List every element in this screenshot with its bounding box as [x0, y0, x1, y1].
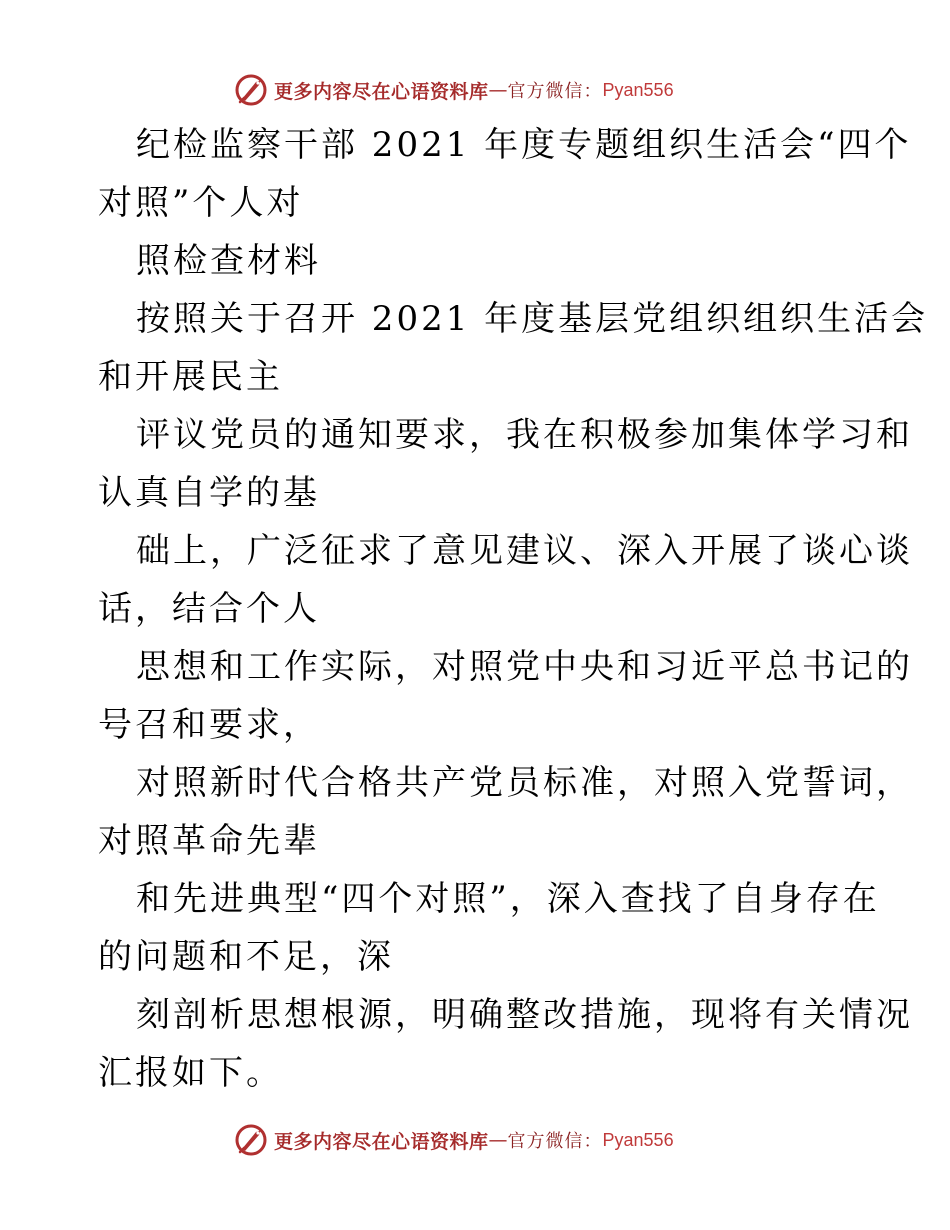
banner-separator: — [488, 79, 508, 101]
paragraph-line: 和先进典型“四个对照”，深入查找了自身存在 [136, 879, 880, 919]
paragraph-line: 思想和工作实际，对照党中央和习近平总书记的 [136, 647, 913, 687]
paragraph-line: 对照新时代合格共产党员标准，对照入党誓词， [136, 763, 913, 803]
paragraph-line: 号召和要求， [98, 705, 320, 745]
quill-pen-logo-icon [234, 1123, 268, 1157]
banner-wechat-id: Pyan556 [602, 1129, 674, 1150]
banner-separator: — [488, 1129, 508, 1151]
paragraph-line: 评议党员的通知要求，我在积极参加集体学习和 [136, 415, 913, 455]
paragraph-line: 按照关于召开 2021 年度基层党组织组织生活会 [136, 299, 929, 339]
paragraph-line: 础上，广泛征求了意见建议、深入开展了谈心谈 [136, 531, 913, 571]
banner-wechat-label: 官方微信： [507, 1131, 603, 1152]
title-line-2: 对照”个人对 [98, 183, 304, 223]
title-line-3: 照检查材料 [136, 241, 321, 281]
banner-title: 更多内容尽在心语资料库 [274, 1130, 489, 1153]
paragraph-line: 认真自学的基 [98, 473, 320, 513]
banner-title: 更多内容尽在心语资料库 [274, 80, 489, 103]
paragraph-line: 话，结合个人 [98, 589, 320, 629]
paragraph-line: 和开展民主 [98, 357, 283, 397]
banner-wechat-id: Pyan556 [602, 79, 674, 100]
title-line-1: 纪检监察干部 2021 年度专题组织生活会“四个 [136, 125, 912, 165]
paragraph-line: 对照革命先辈 [98, 821, 320, 861]
quill-pen-logo-icon [234, 73, 268, 107]
paragraph-line: 刻剖析思想根源，明确整改措施，现将有关情况 [136, 995, 913, 1035]
paragraph-line: 的问题和不足，深 [98, 937, 394, 977]
footer-banner [234, 1122, 674, 1158]
document-body [98, 116, 929, 1102]
header-banner [234, 72, 674, 108]
banner-wechat-label: 官方微信： [507, 81, 603, 102]
paragraph-line: 汇报如下。 [98, 1053, 283, 1093]
